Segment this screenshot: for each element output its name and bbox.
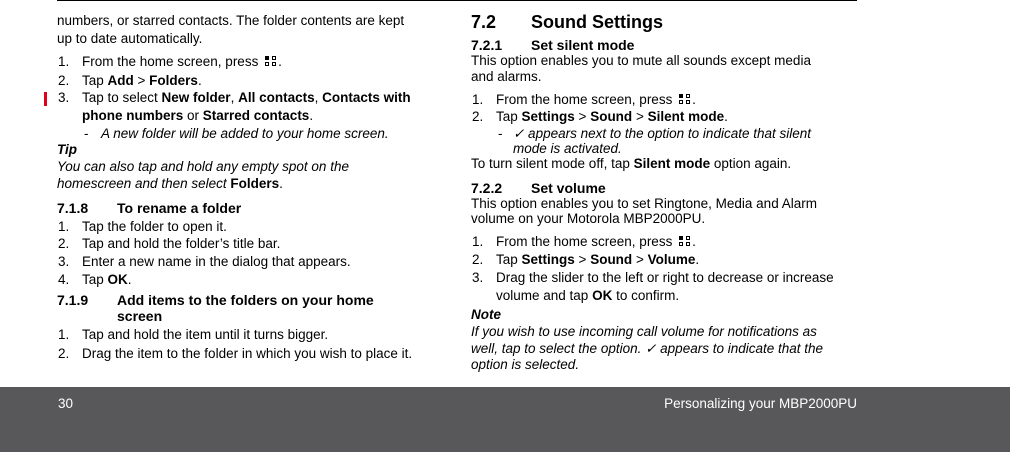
step-text-part: . bbox=[309, 108, 314, 123]
step-text-part: Tap bbox=[82, 73, 108, 88]
section-title: Sound Settings bbox=[531, 12, 663, 32]
ui-term: Silent mode bbox=[633, 156, 711, 171]
step-text: Drag the slider to the left or right to decrease or increase bbox=[496, 270, 834, 285]
dash-bullet: - bbox=[84, 126, 89, 141]
tip-text-part: homescreen and then select bbox=[57, 176, 231, 191]
instruction-text-part: To turn silent mode off, tap bbox=[471, 156, 634, 171]
step-number: 1. bbox=[58, 54, 70, 69]
step-text-part: > bbox=[574, 252, 591, 267]
result-note: ✓ appears next to the option to indicate that silent bbox=[513, 126, 812, 141]
section-number: 7.2.2 bbox=[471, 180, 503, 196]
step-text-part: . bbox=[724, 109, 728, 124]
step-number: 3. bbox=[472, 270, 484, 285]
result-note: A new folder will be added to your home screen. bbox=[101, 126, 389, 141]
result-note: mode is activated. bbox=[513, 141, 622, 156]
section-title: screen bbox=[117, 308, 163, 324]
section-description: and alarms. bbox=[471, 69, 542, 84]
step-text-part: volume and tap bbox=[496, 288, 593, 303]
ui-term: Folders bbox=[230, 176, 280, 191]
step-text bbox=[496, 109, 728, 125]
step-text: Tap and hold the item until it turns bigger. bbox=[82, 327, 329, 342]
tip-text-part: . bbox=[279, 176, 283, 191]
instruction-text-part: option again. bbox=[710, 156, 792, 171]
tip-label: Tip bbox=[57, 142, 77, 157]
top-rule bbox=[57, 0, 857, 1]
page-footer bbox=[0, 387, 1010, 452]
step-number: 1. bbox=[58, 327, 70, 342]
ui-term: OK bbox=[107, 272, 128, 287]
step-text-part: > bbox=[632, 252, 648, 267]
running-title: Personalizing your MBP2000PU bbox=[664, 396, 857, 411]
step-number: 1. bbox=[472, 234, 484, 249]
ui-term: Settings bbox=[521, 252, 575, 267]
ui-term: Settings bbox=[521, 109, 575, 124]
menu-icon bbox=[265, 56, 278, 67]
instruction-text bbox=[471, 156, 791, 172]
section-description: volume on your Motorola MBP2000PU. bbox=[471, 211, 706, 226]
step-text-part: to confirm. bbox=[612, 288, 680, 303]
step-text-part: From the home screen, press bbox=[82, 54, 259, 69]
section-description: This option enables you to mute all sounds except media bbox=[471, 53, 811, 68]
step-text-part: . bbox=[695, 252, 700, 267]
section-number: 7.2.1 bbox=[471, 37, 503, 53]
step-number: 3. bbox=[58, 254, 70, 269]
section-title: Set volume bbox=[531, 180, 606, 196]
ui-term: Add bbox=[107, 73, 134, 88]
step-text bbox=[496, 252, 699, 268]
section-title: To rename a folder bbox=[117, 200, 242, 216]
ui-term: phone numbers bbox=[82, 108, 184, 123]
step-text-part: Tap bbox=[496, 109, 522, 124]
step-text: Drag the item to the folder in which you wish to place it. bbox=[82, 346, 413, 361]
step-number: 1. bbox=[58, 219, 70, 234]
section-number: 7.2 bbox=[471, 12, 497, 32]
step-number: 2. bbox=[472, 252, 484, 267]
step-text-part: . bbox=[692, 234, 696, 249]
ui-term: Silent mode bbox=[647, 109, 725, 124]
change-bar bbox=[44, 92, 47, 106]
ui-term: New folder bbox=[161, 90, 231, 105]
menu-icon bbox=[679, 94, 692, 105]
step-text-part: . bbox=[692, 92, 696, 107]
page-number: 30 bbox=[58, 396, 74, 411]
step-text-part: Tap bbox=[82, 272, 108, 287]
ui-term: OK bbox=[592, 288, 613, 303]
step-number: 4. bbox=[58, 272, 70, 287]
step-text-part: From the home screen, press bbox=[496, 92, 673, 107]
note-text: If you wish to use incoming call volume for notifications as bbox=[471, 324, 817, 339]
note-text: well, tap to select the option. ✓ appears to indicate that the bbox=[471, 341, 824, 356]
step-text: Enter a new name in the dialog that appears. bbox=[82, 254, 351, 269]
step-text-part: > bbox=[632, 109, 648, 124]
menu-icon bbox=[679, 236, 692, 247]
step-number: 2. bbox=[58, 236, 70, 251]
ui-term: Starred contacts bbox=[202, 108, 310, 123]
step-number: 3. bbox=[58, 90, 70, 105]
step-text-part: > bbox=[133, 73, 150, 88]
step-text bbox=[82, 272, 132, 288]
step-text bbox=[496, 288, 679, 304]
step-text-part: From the home screen, press bbox=[496, 234, 673, 249]
step-text bbox=[496, 92, 696, 108]
tip-text: You can also tap and hold any empty spot on the bbox=[57, 159, 349, 174]
step-text-part: or bbox=[183, 108, 203, 123]
step-text-part: , bbox=[314, 90, 323, 105]
intro-text: numbers, or starred contacts. The folder contents are kept bbox=[57, 13, 405, 28]
ui-term: All contacts bbox=[238, 90, 315, 105]
step-text: Tap the folder to open it. bbox=[82, 219, 227, 234]
step-number: 2. bbox=[58, 346, 70, 361]
section-title: Set silent mode bbox=[531, 37, 635, 53]
step-text bbox=[82, 90, 411, 106]
step-text-part: , bbox=[230, 90, 239, 105]
ui-term: Folders bbox=[149, 73, 198, 88]
step-text-part: . bbox=[197, 73, 202, 88]
section-title: Add items to the folders on your home bbox=[117, 292, 374, 308]
ui-term: Sound bbox=[590, 252, 633, 267]
step-text bbox=[82, 108, 313, 124]
step-number: 2. bbox=[58, 73, 70, 88]
step-number: 1. bbox=[472, 92, 484, 107]
tip-text bbox=[57, 176, 283, 192]
step-text bbox=[496, 234, 696, 250]
note-label: Note bbox=[471, 307, 501, 322]
step-number: 2. bbox=[472, 109, 484, 124]
step-text-part: Tap bbox=[496, 252, 522, 267]
step-text-part: . bbox=[278, 54, 282, 69]
section-number: 7.1.9 bbox=[57, 292, 89, 308]
step-text bbox=[82, 73, 202, 89]
ui-term: Contacts with bbox=[322, 90, 411, 105]
step-text-part: > bbox=[574, 109, 591, 124]
ui-term: Volume bbox=[647, 252, 696, 267]
section-number: 7.1.8 bbox=[57, 200, 89, 216]
ui-term: Sound bbox=[590, 109, 633, 124]
step-text bbox=[82, 54, 282, 70]
intro-text: up to date automatically. bbox=[57, 31, 203, 46]
step-text-part: . bbox=[127, 272, 132, 287]
step-text-part: Tap to select bbox=[82, 90, 162, 105]
section-description: This option enables you to set Ringtone, Media and Alarm bbox=[471, 196, 817, 211]
step-text: Tap and hold the folder’s title bar. bbox=[82, 236, 281, 251]
dash-bullet: - bbox=[498, 126, 503, 141]
note-text: option is selected. bbox=[471, 357, 580, 372]
